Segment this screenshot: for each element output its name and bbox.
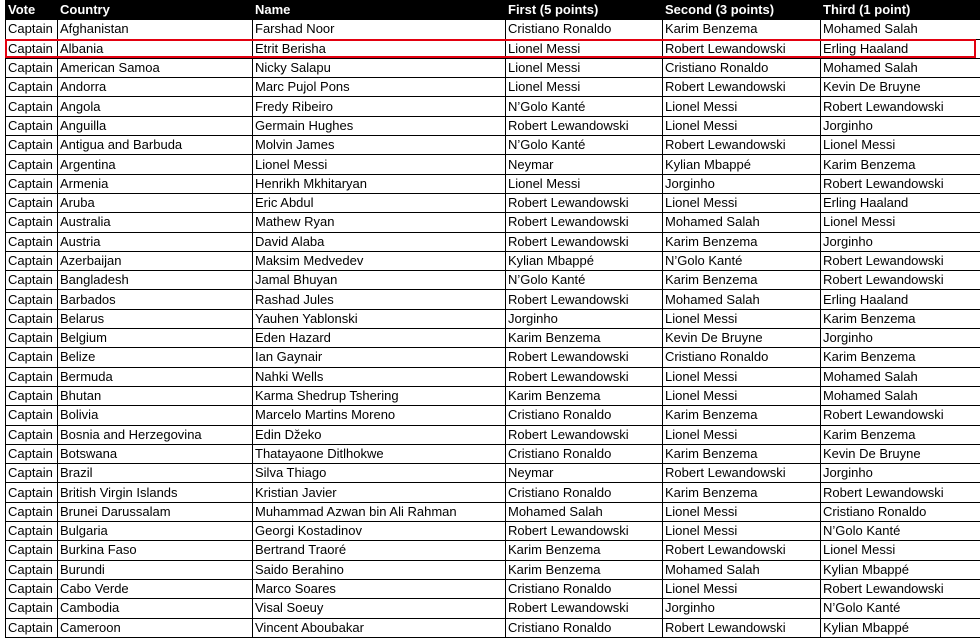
cell-country: British Virgin Islands	[58, 483, 253, 502]
header-row	[6, 1, 980, 20]
header-second: Second (3 points)	[663, 1, 821, 20]
table-row	[6, 290, 980, 309]
cell-name: Etrit Berisha	[253, 39, 506, 58]
cell-country: Angola	[58, 97, 253, 116]
cell-country: Azerbaijan	[58, 251, 253, 270]
cell-second: Robert Lewandowski	[663, 136, 821, 155]
cell-first: Lionel Messi	[506, 78, 663, 97]
cell-vote: Captain	[6, 174, 58, 193]
cell-vote: Captain	[6, 386, 58, 405]
cell-second: N’Golo Kanté	[663, 251, 821, 270]
cell-first: Lionel Messi	[506, 39, 663, 58]
cell-name: Nahki Wells	[253, 367, 506, 386]
cell-third: Robert Lewandowski	[821, 174, 980, 193]
cell-first: Robert Lewandowski	[506, 116, 663, 135]
cell-first: Robert Lewandowski	[506, 425, 663, 444]
cell-first: Karim Benzema	[506, 329, 663, 348]
cell-third: Robert Lewandowski	[821, 97, 980, 116]
cell-third: N’Golo Kanté	[821, 599, 980, 618]
cell-name: Silva Thiago	[253, 464, 506, 483]
votes-table-container	[5, 0, 980, 638]
cell-third: Karim Benzema	[821, 309, 980, 328]
cell-third: Mohamed Salah	[821, 20, 980, 39]
cell-country: Cambodia	[58, 599, 253, 618]
cell-vote: Captain	[6, 20, 58, 39]
cell-name: Maksim Medvedev	[253, 251, 506, 270]
cell-second: Kylian Mbappé	[663, 155, 821, 174]
cell-country: Belize	[58, 348, 253, 367]
cell-third: Mohamed Salah	[821, 367, 980, 386]
cell-first: Karim Benzema	[506, 541, 663, 560]
cell-vote: Captain	[6, 425, 58, 444]
header-vote: Vote	[6, 1, 58, 20]
cell-country: Afghanistan	[58, 20, 253, 39]
cell-country: Argentina	[58, 155, 253, 174]
cell-second: Jorginho	[663, 599, 821, 618]
cell-vote: Captain	[6, 502, 58, 521]
header-third: Third (1 point)	[821, 1, 980, 20]
cell-name: Rashad Jules	[253, 290, 506, 309]
table-row	[6, 251, 980, 270]
cell-third: Karim Benzema	[821, 155, 980, 174]
table-row	[6, 348, 980, 367]
cell-second: Karim Benzema	[663, 271, 821, 290]
cell-second: Lionel Messi	[663, 367, 821, 386]
cell-name: Ian Gaynair	[253, 348, 506, 367]
cell-country: Barbados	[58, 290, 253, 309]
cell-vote: Captain	[6, 136, 58, 155]
cell-third: Jorginho	[821, 329, 980, 348]
cell-vote: Captain	[6, 251, 58, 270]
cell-third: Erling Haaland	[821, 39, 980, 58]
cell-country: Cabo Verde	[58, 579, 253, 598]
cell-vote: Captain	[6, 116, 58, 135]
cell-second: Robert Lewandowski	[663, 78, 821, 97]
cell-vote: Captain	[6, 78, 58, 97]
table-row	[6, 541, 980, 560]
cell-name: David Alaba	[253, 232, 506, 251]
table-row	[6, 560, 980, 579]
table-row	[6, 116, 980, 135]
cell-second: Mohamed Salah	[663, 213, 821, 232]
cell-vote: Captain	[6, 271, 58, 290]
table-row	[6, 618, 980, 637]
cell-country: American Samoa	[58, 58, 253, 77]
cell-second: Cristiano Ronaldo	[663, 348, 821, 367]
cell-third: Kevin De Bruyne	[821, 78, 980, 97]
cell-name: Kristian Javier	[253, 483, 506, 502]
cell-first: Cristiano Ronaldo	[506, 483, 663, 502]
cell-first: Kylian Mbappé	[506, 251, 663, 270]
cell-second: Lionel Messi	[663, 193, 821, 212]
cell-second: Jorginho	[663, 174, 821, 193]
cell-second: Karim Benzema	[663, 406, 821, 425]
cell-third: Karim Benzema	[821, 425, 980, 444]
cell-first: Karim Benzema	[506, 386, 663, 405]
cell-first: Neymar	[506, 464, 663, 483]
cell-second: Lionel Messi	[663, 309, 821, 328]
table-row	[6, 78, 980, 97]
table-row	[6, 599, 980, 618]
cell-country: Andorra	[58, 78, 253, 97]
cell-second: Lionel Messi	[663, 97, 821, 116]
cell-country: Brazil	[58, 464, 253, 483]
cell-name: Marcelo Martins Moreno	[253, 406, 506, 425]
cell-second: Kevin De Bruyne	[663, 329, 821, 348]
cell-second: Karim Benzema	[663, 232, 821, 251]
cell-country: Belarus	[58, 309, 253, 328]
cell-vote: Captain	[6, 155, 58, 174]
cell-second: Lionel Messi	[663, 522, 821, 541]
cell-vote: Captain	[6, 329, 58, 348]
table-row	[6, 193, 980, 212]
cell-country: Belgium	[58, 329, 253, 348]
cell-vote: Captain	[6, 464, 58, 483]
cell-third: Robert Lewandowski	[821, 406, 980, 425]
cell-country: Bermuda	[58, 367, 253, 386]
table-row	[6, 367, 980, 386]
table-row	[6, 464, 980, 483]
table-row	[6, 213, 980, 232]
table-row	[6, 579, 980, 598]
cell-third: Jorginho	[821, 232, 980, 251]
cell-second: Karim Benzema	[663, 483, 821, 502]
cell-name: Edin Džeko	[253, 425, 506, 444]
cell-name: Marco Soares	[253, 579, 506, 598]
cell-vote: Captain	[6, 444, 58, 463]
table-row	[6, 309, 980, 328]
cell-second: Cristiano Ronaldo	[663, 58, 821, 77]
cell-third: N’Golo Kanté	[821, 522, 980, 541]
cell-first: N’Golo Kanté	[506, 136, 663, 155]
cell-second: Lionel Messi	[663, 116, 821, 135]
cell-vote: Captain	[6, 97, 58, 116]
cell-third: Erling Haaland	[821, 290, 980, 309]
cell-vote: Captain	[6, 193, 58, 212]
cell-country: Austria	[58, 232, 253, 251]
cell-vote: Captain	[6, 213, 58, 232]
cell-first: Jorginho	[506, 309, 663, 328]
cell-name: Muhammad Azwan bin Ali Rahman	[253, 502, 506, 521]
cell-vote: Captain	[6, 406, 58, 425]
cell-name: Farshad Noor	[253, 20, 506, 39]
table-row	[6, 39, 980, 58]
cell-country: Anguilla	[58, 116, 253, 135]
table-row	[6, 386, 980, 405]
cell-name: Eric Abdul	[253, 193, 506, 212]
cell-vote: Captain	[6, 579, 58, 598]
cell-first: Robert Lewandowski	[506, 290, 663, 309]
cell-third: Jorginho	[821, 464, 980, 483]
cell-first: Cristiano Ronaldo	[506, 579, 663, 598]
table-row	[6, 174, 980, 193]
cell-first: Robert Lewandowski	[506, 522, 663, 541]
cell-first: Robert Lewandowski	[506, 348, 663, 367]
table-row	[6, 329, 980, 348]
cell-name: Saido Berahino	[253, 560, 506, 579]
cell-third: Jorginho	[821, 116, 980, 135]
cell-country: Bangladesh	[58, 271, 253, 290]
cell-name: Karma Shedrup Tshering	[253, 386, 506, 405]
cell-first: Robert Lewandowski	[506, 367, 663, 386]
table-row	[6, 522, 980, 541]
cell-third: Erling Haaland	[821, 193, 980, 212]
table-row	[6, 155, 980, 174]
cell-vote: Captain	[6, 58, 58, 77]
table-row	[6, 483, 980, 502]
cell-country: Burkina Faso	[58, 541, 253, 560]
cell-second: Robert Lewandowski	[663, 541, 821, 560]
cell-name: Germain Hughes	[253, 116, 506, 135]
cell-second: Mohamed Salah	[663, 560, 821, 579]
cell-third: Robert Lewandowski	[821, 271, 980, 290]
cell-name: Molvin James	[253, 136, 506, 155]
cell-second: Lionel Messi	[663, 502, 821, 521]
cell-third: Kevin De Bruyne	[821, 444, 980, 463]
cell-third: Karim Benzema	[821, 348, 980, 367]
header-country: Country	[58, 1, 253, 20]
cell-first: Robert Lewandowski	[506, 232, 663, 251]
cell-third: Robert Lewandowski	[821, 251, 980, 270]
cell-first: Mohamed Salah	[506, 502, 663, 521]
cell-name: Eden Hazard	[253, 329, 506, 348]
cell-vote: Captain	[6, 367, 58, 386]
cell-name: Henrikh Mkhitaryan	[253, 174, 506, 193]
cell-third: Kylian Mbappé	[821, 560, 980, 579]
cell-third: Cristiano Ronaldo	[821, 502, 980, 521]
cell-vote: Captain	[6, 522, 58, 541]
cell-first: Cristiano Ronaldo	[506, 444, 663, 463]
cell-name: Vincent Aboubakar	[253, 618, 506, 637]
cell-third: Robert Lewandowski	[821, 483, 980, 502]
cell-first: Lionel Messi	[506, 58, 663, 77]
cell-country: Armenia	[58, 174, 253, 193]
cell-country: Bosnia and Herzegovina	[58, 425, 253, 444]
table-row	[6, 502, 980, 521]
table-row	[6, 406, 980, 425]
cell-vote: Captain	[6, 348, 58, 367]
header-first: First (5 points)	[506, 1, 663, 20]
cell-first: Cristiano Ronaldo	[506, 618, 663, 637]
cell-vote: Captain	[6, 483, 58, 502]
cell-first: Neymar	[506, 155, 663, 174]
cell-first: Lionel Messi	[506, 174, 663, 193]
cell-country: Burundi	[58, 560, 253, 579]
cell-country: Botswana	[58, 444, 253, 463]
cell-country: Aruba	[58, 193, 253, 212]
cell-vote: Captain	[6, 290, 58, 309]
table-body	[6, 20, 980, 638]
cell-vote: Captain	[6, 39, 58, 58]
cell-country: Bolivia	[58, 406, 253, 425]
cell-second: Robert Lewandowski	[663, 618, 821, 637]
cell-name: Lionel Messi	[253, 155, 506, 174]
cell-second: Lionel Messi	[663, 579, 821, 598]
cell-country: Antigua and Barbuda	[58, 136, 253, 155]
cell-first: Robert Lewandowski	[506, 213, 663, 232]
table-row	[6, 97, 980, 116]
cell-vote: Captain	[6, 560, 58, 579]
cell-name: Georgi Kostadinov	[253, 522, 506, 541]
cell-second: Lionel Messi	[663, 386, 821, 405]
cell-name: Visal Soeuy	[253, 599, 506, 618]
cell-first: Cristiano Ronaldo	[506, 406, 663, 425]
cell-first: Cristiano Ronaldo	[506, 20, 663, 39]
cell-country: Bhutan	[58, 386, 253, 405]
cell-first: Robert Lewandowski	[506, 599, 663, 618]
table-row	[6, 58, 980, 77]
header-name: Name	[253, 1, 506, 20]
cell-name: Mathew Ryan	[253, 213, 506, 232]
table-row	[6, 20, 980, 39]
cell-second: Lionel Messi	[663, 425, 821, 444]
cell-country: Albania	[58, 39, 253, 58]
cell-country: Brunei Darussalam	[58, 502, 253, 521]
cell-name: Nicky Salapu	[253, 58, 506, 77]
cell-vote: Captain	[6, 618, 58, 637]
cell-name: Jamal Bhuyan	[253, 271, 506, 290]
cell-third: Lionel Messi	[821, 213, 980, 232]
cell-country: Bulgaria	[58, 522, 253, 541]
cell-country: Australia	[58, 213, 253, 232]
cell-country: Cameroon	[58, 618, 253, 637]
cell-second: Karim Benzema	[663, 20, 821, 39]
table-row	[6, 271, 980, 290]
cell-vote: Captain	[6, 541, 58, 560]
cell-name: Marc Pujol Pons	[253, 78, 506, 97]
cell-vote: Captain	[6, 599, 58, 618]
cell-name: Yauhen Yablonski	[253, 309, 506, 328]
cell-second: Mohamed Salah	[663, 290, 821, 309]
cell-third: Lionel Messi	[821, 541, 980, 560]
cell-second: Karim Benzema	[663, 444, 821, 463]
cell-first: Robert Lewandowski	[506, 193, 663, 212]
cell-first: Karim Benzema	[506, 560, 663, 579]
cell-third: Robert Lewandowski	[821, 579, 980, 598]
cell-second: Robert Lewandowski	[663, 464, 821, 483]
cell-third: Mohamed Salah	[821, 58, 980, 77]
cell-first: N’Golo Kanté	[506, 271, 663, 290]
cell-third: Lionel Messi	[821, 136, 980, 155]
cell-name: Fredy Ribeiro	[253, 97, 506, 116]
table-row	[6, 425, 980, 444]
table-row	[6, 136, 980, 155]
cell-vote: Captain	[6, 309, 58, 328]
votes-table	[5, 0, 980, 638]
cell-first: N’Golo Kanté	[506, 97, 663, 116]
cell-vote: Captain	[6, 232, 58, 251]
table-row	[6, 232, 980, 251]
cell-third: Kylian Mbappé	[821, 618, 980, 637]
cell-second: Robert Lewandowski	[663, 39, 821, 58]
cell-name: Bertrand Traoré	[253, 541, 506, 560]
table-row	[6, 444, 980, 463]
cell-name: Thatayaone Ditlhokwe	[253, 444, 506, 463]
cell-third: Mohamed Salah	[821, 386, 980, 405]
